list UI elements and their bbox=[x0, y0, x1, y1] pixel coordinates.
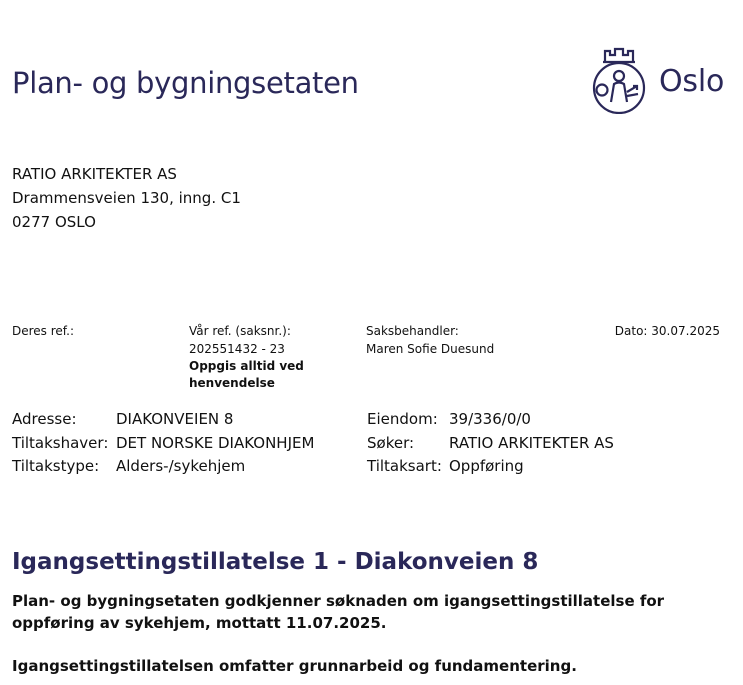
date bbox=[615, 322, 720, 340]
case-handler-name: Maren Sofie Duesund bbox=[366, 342, 495, 356]
var-ref-label: Vår ref. (saksnr.): bbox=[189, 324, 291, 338]
var-ref-note-line1: Oppgis alltid ved bbox=[189, 359, 304, 373]
date-label: Dato: bbox=[614, 324, 648, 338]
deres-ref-label: Deres ref.: bbox=[12, 324, 75, 338]
tiltakshaver-value: DET NORSKE DIAKONHJEM bbox=[116, 434, 315, 452]
agency-name: Plan- og bygningsetaten bbox=[12, 66, 359, 100]
soker-value: RATIO ARKITEKTER AS bbox=[449, 434, 614, 452]
city-name: Oslo bbox=[659, 64, 725, 99]
var-ref-value: 202551432 - 23 bbox=[189, 342, 285, 356]
tiltakshaver-label: Tiltakshaver: bbox=[12, 434, 109, 452]
tiltakstype-value: Alders-/sykehjem bbox=[116, 457, 246, 475]
letter-title: Igangsettingstillatelse 1 - Diakonveien 8 bbox=[12, 549, 539, 575]
tiltaksart-label: Tiltaksart: bbox=[367, 457, 442, 475]
tiltakstype-label: Tiltakstype: bbox=[12, 457, 100, 475]
recipient-name: RATIO ARKITEKTER AS bbox=[12, 165, 177, 183]
eiendom-label: Eiendom: bbox=[367, 410, 438, 428]
letter-paragraph-1: Plan- og bygningsetaten godkjenner søknaden om igangsettingstillatelse for oppføring av sykehjem, mottatt 11.07.2025. bbox=[12, 592, 665, 632]
letter-paragraph-2: Igangsettingstillatelsen omfatter grunnarbeid og fundamentering. bbox=[12, 657, 577, 675]
adresse-value: DIAKONVEIEN 8 bbox=[116, 410, 234, 428]
tiltaksart-value: Oppføring bbox=[449, 457, 524, 475]
recipient-postal: 0277 OSLO bbox=[12, 213, 96, 231]
recipient-street: Drammensveien 130, inng. C1 bbox=[12, 189, 241, 207]
date-value: 30.07.2025 bbox=[651, 324, 720, 338]
var-ref-note-line2: henvendelse bbox=[189, 376, 275, 390]
case-handler-label: Saksbehandler: bbox=[366, 324, 459, 338]
eiendom-value: 39/336/0/0 bbox=[449, 410, 531, 428]
oslo-coat-of-arms-icon bbox=[589, 46, 649, 114]
adresse-label: Adresse: bbox=[12, 410, 77, 428]
soker-label: Søker: bbox=[367, 434, 415, 452]
